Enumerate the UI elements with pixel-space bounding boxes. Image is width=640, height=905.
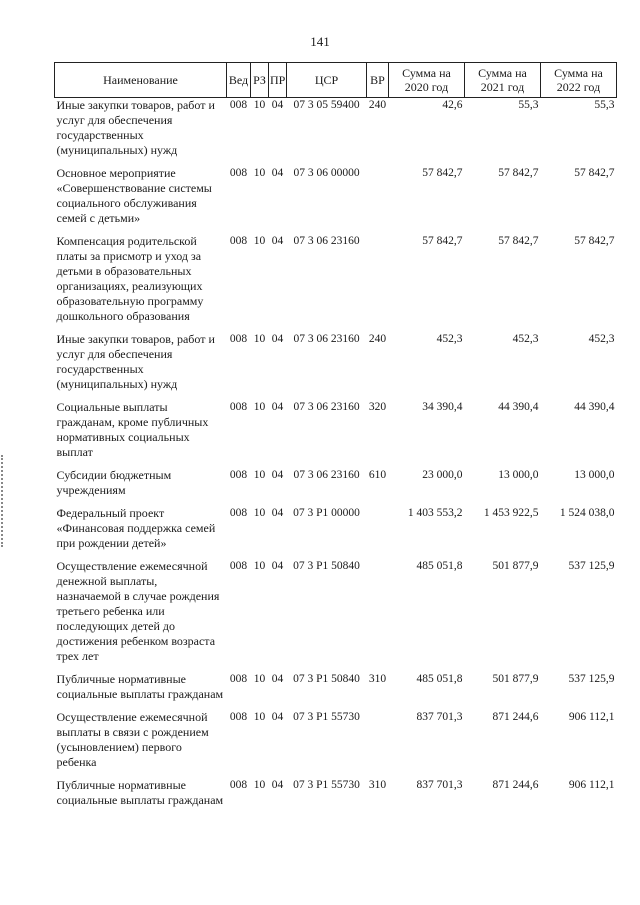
- cell-sum-2021: 501 877,9: [492, 560, 539, 572]
- cell-sum-2022: 537 125,9: [568, 560, 615, 572]
- header-sum-2020: Сумма на 2020 год: [389, 63, 465, 98]
- cell-name: Основное мероприятие «Совершенствование системы социального обслуживания семей с детьми»: [56, 166, 212, 225]
- cell-ved: 008: [229, 235, 248, 247]
- cell-vr: 240: [368, 333, 387, 345]
- cell-name: Осуществление ежемесячной выплаты в связи с рождением (усыновлением) первого ребенка: [56, 710, 209, 769]
- cell-vr: 320: [368, 401, 387, 413]
- cell-csr: 07 3 P1 50840: [293, 673, 360, 685]
- header-name: Наименование: [55, 63, 227, 98]
- cell-csr: 07 3 P1 00000: [293, 507, 360, 519]
- cell-sum-2020: 1 403 553,2: [407, 507, 463, 519]
- cell-pr: 04: [271, 333, 284, 345]
- cell-sum-2021: 57 842,7: [498, 235, 539, 247]
- cell-sum-2020: 452,3: [436, 333, 463, 345]
- cell-csr: 07 3 05 59400: [293, 99, 360, 111]
- page-number: 141: [310, 34, 330, 49]
- cell-sum-2020: 837 701,3: [416, 779, 463, 791]
- cell-ved: 008: [229, 99, 248, 111]
- cell-rz: 10: [253, 235, 266, 247]
- cell-name: Иные закупки товаров, работ и услуг для обеспечения государственных (муниципальных) нужд: [56, 98, 215, 157]
- table-row: [55, 468, 617, 506]
- cell-rz: 10: [253, 507, 266, 519]
- cell-csr: 07 3 06 00000: [293, 167, 360, 179]
- cell-pr: 04: [271, 99, 284, 111]
- cell-sum-2021: 44 390,4: [498, 401, 539, 413]
- cell-rz: 10: [253, 711, 266, 723]
- cell-csr: 07 3 P1 50840: [293, 560, 360, 572]
- cell-ved: 008: [229, 673, 248, 685]
- table-row: [55, 778, 617, 816]
- cell-name: Федеральный проект «Финансовая поддержка семей при рождении детей»: [56, 506, 216, 550]
- cell-pr: 04: [271, 167, 284, 179]
- cell-name: Иные закупки товаров, работ и услуг для обеспечения государственных (муниципальных) нужд: [56, 332, 215, 391]
- cell-sum-2020: 34 390,4: [422, 401, 463, 413]
- cell-sum-2022: 57 842,7: [574, 235, 615, 247]
- cell-vr: 240: [368, 99, 387, 111]
- cell-csr: 07 3 P1 55730: [293, 711, 360, 723]
- cell-name: Субсидии бюджетным учреждениям: [56, 468, 172, 497]
- cell-pr: 04: [271, 560, 284, 572]
- cell-vr: [367, 506, 389, 559]
- cell-vr: 310: [368, 673, 387, 685]
- table-row: [55, 672, 617, 710]
- cell-name: Публичные нормативные социальные выплаты гражданам: [56, 778, 224, 807]
- cell-sum-2021: 501 877,9: [492, 673, 539, 685]
- cell-ved: 008: [229, 401, 248, 413]
- header-sum-2021: Сумма на 2021 год: [465, 63, 541, 98]
- cell-sum-2020: 837 701,3: [416, 711, 463, 723]
- cell-ved: 008: [229, 560, 248, 572]
- header-ved: Вед: [227, 63, 251, 98]
- header-pr: ПР: [269, 63, 287, 98]
- cell-name: Социальные выплаты гражданам, кроме публичных нормативных социальных выплат: [56, 400, 209, 459]
- cell-sum-2021: 1 453 922,5: [483, 507, 539, 519]
- cell-vr: [367, 234, 389, 332]
- cell-ved: 008: [229, 469, 248, 481]
- cell-ved: 008: [229, 333, 248, 345]
- cell-sum-2021: 871 244,6: [492, 711, 539, 723]
- header-rz: РЗ: [251, 63, 269, 98]
- cell-rz: 10: [253, 673, 266, 685]
- header-sum-2022: Сумма на 2022 год: [541, 63, 617, 98]
- cell-sum-2020: 485 051,8: [416, 560, 463, 572]
- table-row: [55, 559, 617, 672]
- table-row: [55, 166, 617, 234]
- cell-sum-2022: 1 524 038,0: [559, 507, 615, 519]
- budget-table: [54, 62, 617, 816]
- cell-pr: 04: [271, 711, 284, 723]
- cell-name: Публичные нормативные социальные выплаты гражданам: [56, 672, 224, 701]
- table-row: [55, 234, 617, 332]
- cell-sum-2020: 485 051,8: [416, 673, 463, 685]
- cell-vr: 610: [368, 469, 387, 481]
- cell-pr: 04: [271, 401, 284, 413]
- cell-pr: 04: [271, 507, 284, 519]
- cell-ved: 008: [229, 167, 248, 179]
- cell-sum-2022: 537 125,9: [568, 673, 615, 685]
- cell-vr: [367, 166, 389, 234]
- header-vr: ВР: [367, 63, 389, 98]
- cell-sum-2020: 23 000,0: [422, 469, 463, 481]
- cell-sum-2022: 906 112,1: [568, 711, 615, 723]
- cell-sum-2021: 871 244,6: [492, 779, 539, 791]
- table-header-row: [55, 63, 617, 98]
- table-row: [55, 98, 617, 167]
- cell-sum-2022: 44 390,4: [574, 401, 615, 413]
- cell-sum-2020: 57 842,7: [422, 235, 463, 247]
- cell-ved: 008: [229, 507, 248, 519]
- cell-sum-2020: 57 842,7: [422, 167, 463, 179]
- cell-csr: 07 3 06 23160: [293, 401, 360, 413]
- cell-name: Осуществление ежемесячной денежной выплаты, назначаемой в случае рождения третьего ребенка или последующих детей до достижения ребенком возраста трех лет: [56, 559, 220, 663]
- cell-pr: 04: [271, 673, 284, 685]
- cell-sum-2021: 13 000,0: [498, 469, 539, 481]
- cell-rz: 10: [253, 401, 266, 413]
- table-row: [55, 710, 617, 778]
- margin-marks: [1, 455, 6, 547]
- cell-csr: 07 3 06 23160: [293, 469, 360, 481]
- cell-rz: 10: [253, 167, 266, 179]
- cell-sum-2021: 57 842,7: [498, 167, 539, 179]
- cell-vr: [367, 559, 389, 672]
- cell-sum-2022: 57 842,7: [574, 167, 615, 179]
- cell-csr: 07 3 06 23160: [293, 333, 360, 345]
- header-csr: ЦСР: [287, 63, 367, 98]
- cell-csr: 07 3 06 23160: [293, 235, 360, 247]
- cell-sum-2021: 55,3: [518, 99, 539, 111]
- cell-ved: 008: [229, 711, 248, 723]
- cell-pr: 04: [271, 779, 284, 791]
- cell-rz: 10: [253, 99, 266, 111]
- table-row: [55, 400, 617, 468]
- cell-sum-2022: 13 000,0: [574, 469, 615, 481]
- cell-rz: 10: [253, 469, 266, 481]
- cell-vr: 310: [368, 779, 387, 791]
- cell-sum-2020: 42,6: [442, 99, 463, 111]
- cell-sum-2022: 906 112,1: [568, 779, 615, 791]
- cell-name: Компенсация родительской платы за присмотр и уход за детьми в образовательных организациях, реализующих образовательную программу дошкольного образования: [56, 234, 204, 323]
- cell-rz: 10: [253, 560, 266, 572]
- cell-sum-2021: 452,3: [512, 333, 539, 345]
- cell-rz: 10: [253, 779, 266, 791]
- cell-pr: 04: [271, 235, 284, 247]
- table-row: [55, 506, 617, 559]
- cell-sum-2022: 55,3: [594, 99, 615, 111]
- table-row: [55, 332, 617, 400]
- cell-rz: 10: [253, 333, 266, 345]
- cell-sum-2022: 452,3: [588, 333, 615, 345]
- cell-pr: 04: [271, 469, 284, 481]
- cell-csr: 07 3 P1 55730: [293, 779, 360, 791]
- cell-vr: [367, 710, 389, 778]
- cell-ved: 008: [229, 779, 248, 791]
